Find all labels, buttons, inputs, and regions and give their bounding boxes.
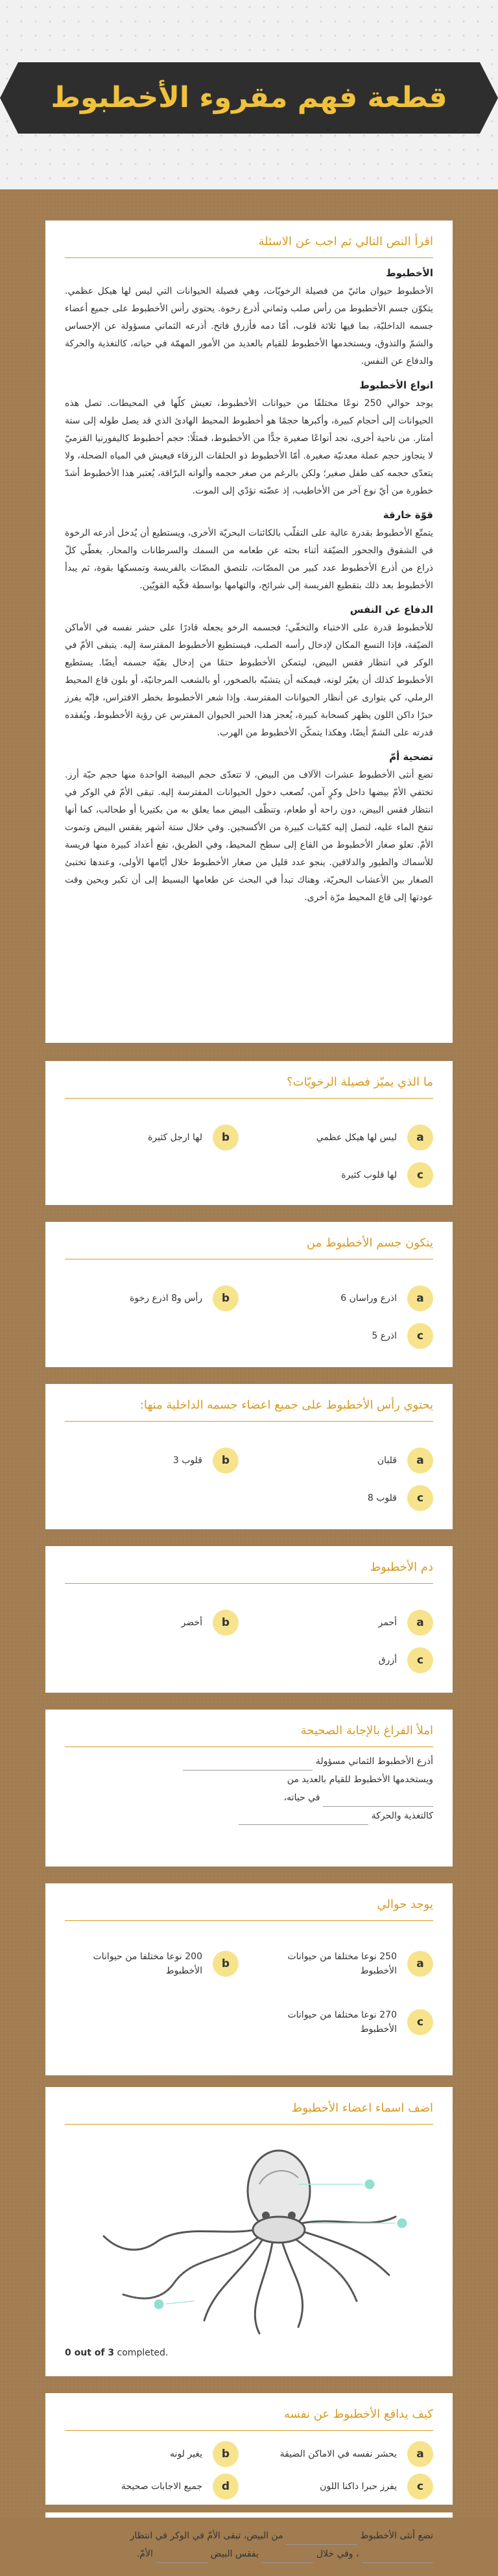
option-letter: b — [213, 2441, 239, 2467]
option-letter: b — [213, 1285, 239, 1311]
label-hotspot[interactable] — [364, 2178, 375, 2190]
option-text: يفرز حبرا داكنا اللون — [320, 2481, 397, 2492]
option-text: أزرق — [378, 1655, 397, 1665]
option-text: 250 نوعا مختلفا من حيوانات الأخطبوط — [287, 1951, 397, 1976]
question-title: ما الذي يميّز فصيلة الرخويّات؟ — [65, 1075, 433, 1099]
option-letter: a — [407, 1951, 433, 1977]
completion-count: 0 out of 3 — [65, 2348, 115, 2358]
reading-instruction: اقرأ النص التالي ثم اجب عن الاسئلة — [65, 235, 433, 258]
option-letter: c — [407, 1323, 433, 1349]
question-title: يحتوي رأس الأخطبوط على جميع اعضاء جسمه الداخلية منها: — [65, 1398, 433, 1422]
option-text: لها ارجل كثيرة — [148, 1132, 202, 1143]
question-card — [45, 1384, 453, 1529]
diagram-title: اضف اسماء اعضاء الأخطبوط — [65, 2101, 433, 2125]
reading-passage — [65, 267, 433, 907]
section-text: يتمتّع الأخطبوط بقدرة عالية على التقلّب بالكائنات البحريّة الأخرى، ويستطيع أن يُدخل أذرعه الرخوة في الشقوق والجحور الضيّقة أثناء بحثه عن طعامه من السمك والسرطانات والمحار. يغطّي كلّ ذراع من أذرع الأخطبوط عدد كبير من المصّات، تلتصق المصّات بالفريسة وتمسكها بقوة، ثم يبدأ الأخطبوط بعد ذلك بتقطيع الفريسة إلى شرائح، والتهامها بواسطة فكّيه القويّين. — [65, 528, 433, 591]
option-a[interactable] — [258, 1122, 433, 1153]
option-letter: c — [407, 1647, 433, 1673]
question-title: كيف يدافع الأخطبوط عن نفسه — [65, 2407, 433, 2431]
section-heading: قوّة خارقة — [383, 509, 433, 521]
option-text: لها قلوب كثيرة — [341, 1170, 397, 1180]
fill-blank-card-2 — [45, 2512, 453, 2559]
option-text: يغير لونه — [170, 2449, 202, 2459]
reading-card — [45, 221, 453, 1043]
section-heading: انواع الأخطبوط — [359, 379, 433, 391]
fill-blank-card — [45, 1710, 453, 1866]
option-text: 270 نوعا مختلفا من حيوانات الأخطبوط — [287, 2010, 397, 2034]
fill-text-segment: الأمّ. — [136, 2549, 153, 2559]
label-hotspot[interactable] — [153, 2298, 165, 2310]
option-c[interactable] — [258, 2472, 433, 2501]
option-letter: b — [213, 1125, 239, 1151]
fill-blank-line — [65, 1771, 433, 1789]
option-text: جميع الاجابات صحيحة — [121, 2481, 202, 2492]
fill-text-segment: تضع أنثى الأخطبوط — [360, 2531, 433, 2541]
option-c[interactable] — [258, 1160, 433, 1191]
option-letter: b — [213, 1951, 239, 1977]
option-d[interactable] — [64, 2472, 239, 2501]
fill-text-segment: انتظار — [130, 2531, 153, 2541]
option-c[interactable] — [258, 1320, 433, 1352]
fill-text-segment: أذرع الأخطبوط الثماني مسؤولة — [315, 1756, 433, 1767]
option-text: قلوب 3 — [172, 1455, 202, 1466]
option-text: قلوب 8 — [367, 1493, 397, 1503]
question-card — [45, 2393, 453, 2505]
fill-blank-line — [65, 2527, 433, 2563]
option-text: أخضر — [181, 1617, 202, 1628]
title-banner — [18, 62, 480, 134]
option-letter: d — [213, 2474, 239, 2499]
option-b[interactable] — [64, 1283, 239, 1314]
fill-blank-line — [65, 1807, 433, 1825]
question-card — [45, 1061, 453, 1205]
section-text: يوجد حوالي 250 نوعًا مختلفًا من حيوانات الأخطبوط، تعيش كلّها في المحيطات. تصل هذه الحيوانات إلى أحجام كبيرة، وأكبرها حجمًا هو أخطبوط المحيط الهادئ الذي قد يصل طوله إلى ستة أمتار. من ناحية أخرى، نجد أنواعًا صغيرة جدًّا من الأخطبوط، فمثلًا: حجم أخطبوط كاليفورنيا القزميّ لا يتجاوز حجم عملة معدنيّة صغيرة. أمّا الأخطبوط ذو الحلقات الزرقاء فيعيش في المياه الضحلة، ولا يتعدّى حجمه كف طفل صغير؛ ولكن بالرغم من صغر حجمه وألوانه البرّاقة، يُعتبر هذا الأخطبوط أشدّ خطورة من أيّ نوع آخر من الأخاطيب، إذ عضّته تؤدّي إلى الموت. — [65, 398, 434, 496]
question-card — [45, 1546, 453, 1693]
blank-input[interactable] — [362, 2551, 433, 2563]
octopus-illustration — [65, 2139, 433, 2340]
fill-blank-title: املأ الفراغ بالإجابة الصحيحة — [65, 1724, 433, 1747]
question-title: دم الأخطبوط — [65, 1560, 433, 1584]
section-heading: الأخطبوط — [386, 267, 433, 279]
option-letter: c — [407, 1485, 433, 1511]
section-text: الأخطبوط حيوان مائيّ من فصيلة الرخويّات، وهي فصيلة الحيوانات التي ليس لها هيكل عظمي. يتكوّن جسم الأخطبوط من رأس صلب وثماني أذرع رخوة. يحتوي رأس الأخطبوط على جميع أعضاء جسمه الداخليّة، بما فيها ثلاثة قلوب، أمّا دمه فأزرق فاتح. أذرعه الثماني مسؤولة عن الإحساس والشمّ والتذوق، ويستخدمها الأخطبوط للقيام بالعديد من الأمور المهمّة في حياته، كالتغذية والحركة والدفاع عن النفس. — [65, 286, 433, 366]
option-text: يحشر نفسه في الاماكن الضيقة — [279, 2449, 397, 2459]
option-b[interactable] — [64, 2440, 239, 2468]
question-card — [45, 1883, 453, 2075]
question-card — [45, 1222, 453, 1367]
blank-input[interactable] — [239, 1813, 368, 1825]
option-text: أحمر — [378, 1617, 397, 1628]
option-letter: c — [407, 2009, 433, 2035]
fill-blank-line — [65, 1752, 433, 1771]
page-title: قطعة فهم مقروء الأخطبوط — [51, 81, 447, 114]
option-letter: a — [407, 1125, 433, 1151]
option-b[interactable] — [64, 1445, 239, 1476]
blank-input[interactable] — [323, 1795, 433, 1807]
option-b[interactable] — [64, 1122, 239, 1153]
option-text: رأس و8 اذرع رخوة — [130, 1293, 202, 1304]
section-text: تضع أنثى الأخطبوط عشرات الآلاف من البيض، لا تتعدّى حجم البيضة الواحدة منها حجم حبّة أرز. تختفي الأمّ بيضها داخل وكرٍ آمن، تُصعب دخول الحيوانات المفترسة إليه. تبقى الأمّ في الوكر في انتظار فقس البيض، دون راحة أو طعام، وتنظّف البيض مما يعلق به من بكتيريا أو طحالب، كما أنها تنفخ الماء عليه، لتصل إليه كمّيات كبيرة من الأكسجين. وفي خلال ستة أشهر يفقس البيض وتموت الأمّ. تعلو صغار الأخطبوط من القاع إلى سطح المحيط، وفي الطريق، تقع أعداد كبيرة منها فريسة للأسماك والطيور والدلافين. ينجو عدد قليل من صغار الأخطبوط خلال أيّامها الأولى، وعندها تختبئ الصغار بين الأعشاب البحريّة، وهناك تبدأ في البحث عن طعامها البسيط إلى أن تكبر ويحين وقت عودتها إلى قاع المحيط مرّة أخرى. — [65, 770, 433, 903]
fill-text-segment: يفقس البيض — [210, 2549, 259, 2559]
question-title: يوجد حوالي — [65, 1898, 433, 1921]
option-letter: a — [407, 1610, 433, 1636]
option-text: اذرع وراسان 6 — [340, 1293, 397, 1304]
fill-blank-line — [65, 1789, 433, 1807]
option-a[interactable] — [258, 1607, 433, 1638]
option-letter: a — [407, 1285, 433, 1311]
question-title: يتكون جسم الأخطبوط من — [65, 1236, 433, 1259]
section-heading: تضحية أمّ — [389, 751, 433, 763]
option-text: قلبان — [377, 1455, 397, 1466]
option-letter: c — [407, 1162, 433, 1188]
blank-input[interactable] — [183, 1758, 313, 1771]
option-letter: c — [407, 2474, 433, 2499]
option-c[interactable] — [258, 1645, 433, 1676]
completion-suffix: completed. — [117, 2348, 169, 2358]
header — [0, 0, 498, 189]
fill-text-segment: ، وفي خلال — [316, 2549, 359, 2559]
octopus-diagram — [65, 2139, 433, 2340]
option-a[interactable] — [258, 1445, 433, 1476]
option-letter: b — [213, 1448, 239, 1473]
option-a[interactable] — [258, 1283, 433, 1314]
option-c[interactable] — [258, 2003, 433, 2042]
option-letter: b — [213, 1610, 239, 1636]
fill-text-segment: ويستخدمها الأخطبوط للقيام بالعديد من — [287, 1774, 433, 1785]
fill-text-segment: كالتغذية والحركة — [371, 1811, 433, 1821]
label-hotspot[interactable] — [396, 2217, 408, 2229]
blank-input[interactable] — [261, 2551, 313, 2563]
fill-text-segment: في حياته، — [283, 1793, 320, 1803]
option-letter: a — [407, 1448, 433, 1473]
option-a[interactable] — [258, 2440, 433, 2468]
option-b[interactable] — [64, 1944, 239, 1983]
option-c[interactable] — [258, 1483, 433, 1514]
section-heading: الدفاع عن النفس — [350, 604, 433, 615]
option-text: اذرع 5 — [372, 1331, 397, 1341]
blank-input[interactable] — [156, 2551, 208, 2563]
option-text: ليس لها هيكل عظمي — [316, 1132, 397, 1143]
section-text: للأخطبوط قدرة على الاختباء والتخفّي؛ فجسمه الرخو يجعله قادرًا على حشر نفسه في الأماكن الضيّقة، فإذا التسع المكان لإدخال رأسه الصلب، فيستطيع الأخطبوط المقترسة إليه. يتبقى الأمّ في الوكر في انتظار فقس البيض، ليتمكن الأخطبوط حتمًا من إدخال بقيّة جسمه أيضًا. يستطيع الأخطبوط كذلك أن يغيّر لونه، فيمكنه أن يتشبّه بالصخور، أو بالشعب المرجانيّة، أو بلون قاع المحيط الرملي، كي يتوارى عن أنظار الحيوانات المفترسة. وإذا شعر الأخطبوط بخطر الافتراس، فإنّه يفرز حبرًا داكن اللون يظهر كسحابة كبيرة، يُعجز هذا الحبر الحيوان المفترس عن رؤية الأخطبوط، ويُفقده قدرته على الشمّ أيضًا، وهكذا يتمكّن الأخطبوط من الهرب. — [65, 623, 433, 738]
completion-status — [65, 2348, 168, 2358]
option-a[interactable] — [258, 1944, 433, 1983]
option-b[interactable] — [64, 1607, 239, 1638]
label-diagram-card — [45, 2087, 453, 2376]
option-text: 200 نوعا مختلفا من حيوانات الأخطبوط — [93, 1951, 202, 1976]
option-letter: a — [407, 2441, 433, 2467]
fill-text-segment: من البيض، تبقى الأمّ في الوكر في — [155, 2531, 283, 2541]
blank-input[interactable] — [286, 2533, 357, 2545]
